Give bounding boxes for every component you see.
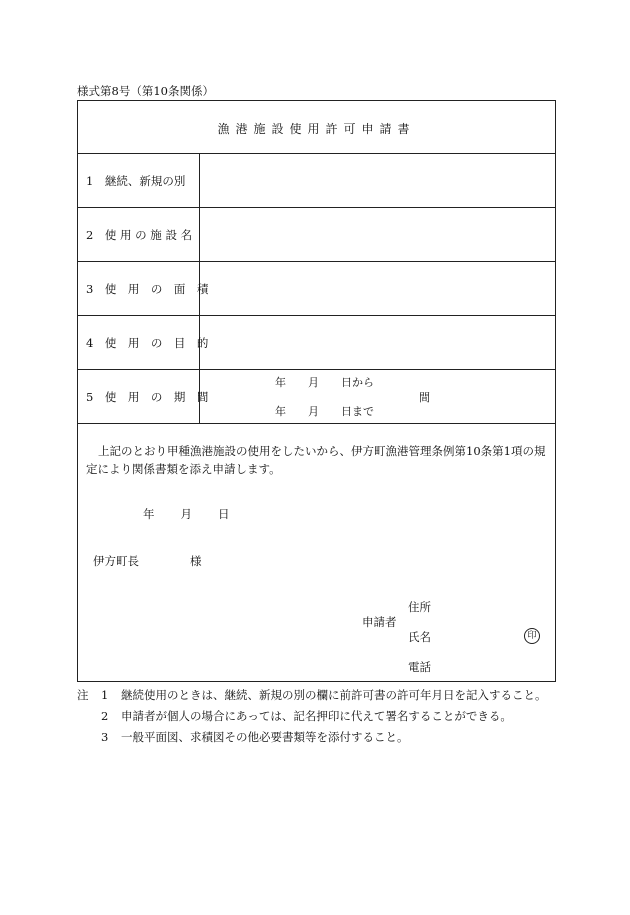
row-label-purpose: 4 使 用 の 目 的: [86, 336, 209, 350]
applicant-name-label: 氏名: [408, 630, 431, 644]
application-form: [77, 100, 556, 682]
notes: [77, 685, 547, 748]
period-from: 年 月 日から: [275, 376, 374, 389]
declaration-text: 上記のとおり甲種漁港施設の使用をしたいから、伊方町漁港管理条例第10条第1項の規定により関係書類を添え申請します。: [86, 444, 546, 476]
row-divider: [78, 369, 555, 370]
row-divider: [78, 207, 555, 208]
addressee: 伊方町長: [93, 554, 139, 568]
note-item: [77, 727, 547, 748]
applicant-phone-label: 電話: [408, 660, 431, 674]
row-divider: [78, 315, 555, 316]
seal-icon: 印: [524, 628, 540, 644]
note-mark: 注: [77, 688, 89, 702]
row-label-renewal-type: 1 継続、新規の別: [86, 174, 186, 188]
row-divider: [78, 261, 555, 262]
application-date: 年 月 日: [143, 507, 231, 521]
row-label-period: 5 使 用 の 期 間: [86, 390, 209, 404]
period-to: 年 月 日まで: [275, 405, 374, 418]
note-item: [77, 706, 547, 727]
note-number: 2: [101, 709, 109, 723]
note-text: 継続使用のときは、継続、新規の別の欄に前許可書の許可年月日を記入すること。: [121, 688, 547, 702]
row-divider: [78, 153, 555, 154]
applicant-address-label: 住所: [408, 600, 431, 614]
row-label-area: 3 使 用 の 面 積: [86, 282, 209, 296]
honorific: 様: [190, 554, 202, 568]
note-text: 一般平面図、求積図その他必要書類等を添付すること。: [121, 730, 409, 744]
note-text: 申請者が個人の場合にあっては、記名押印に代えて署名することができる。: [121, 709, 512, 723]
row-label-facility-name: 2 使 用 の 施 設 名: [86, 228, 193, 242]
form-title: 漁港施設使用許可申請書: [217, 122, 416, 136]
note-number: 1: [101, 688, 109, 702]
row-divider: [78, 423, 555, 424]
applicant-label: 申請者: [362, 615, 397, 629]
period-duration: 間: [419, 391, 430, 404]
form-number: 様式第8号（第10条関係）: [77, 84, 214, 98]
note-number: 3: [101, 730, 109, 744]
note-item: [77, 685, 547, 706]
